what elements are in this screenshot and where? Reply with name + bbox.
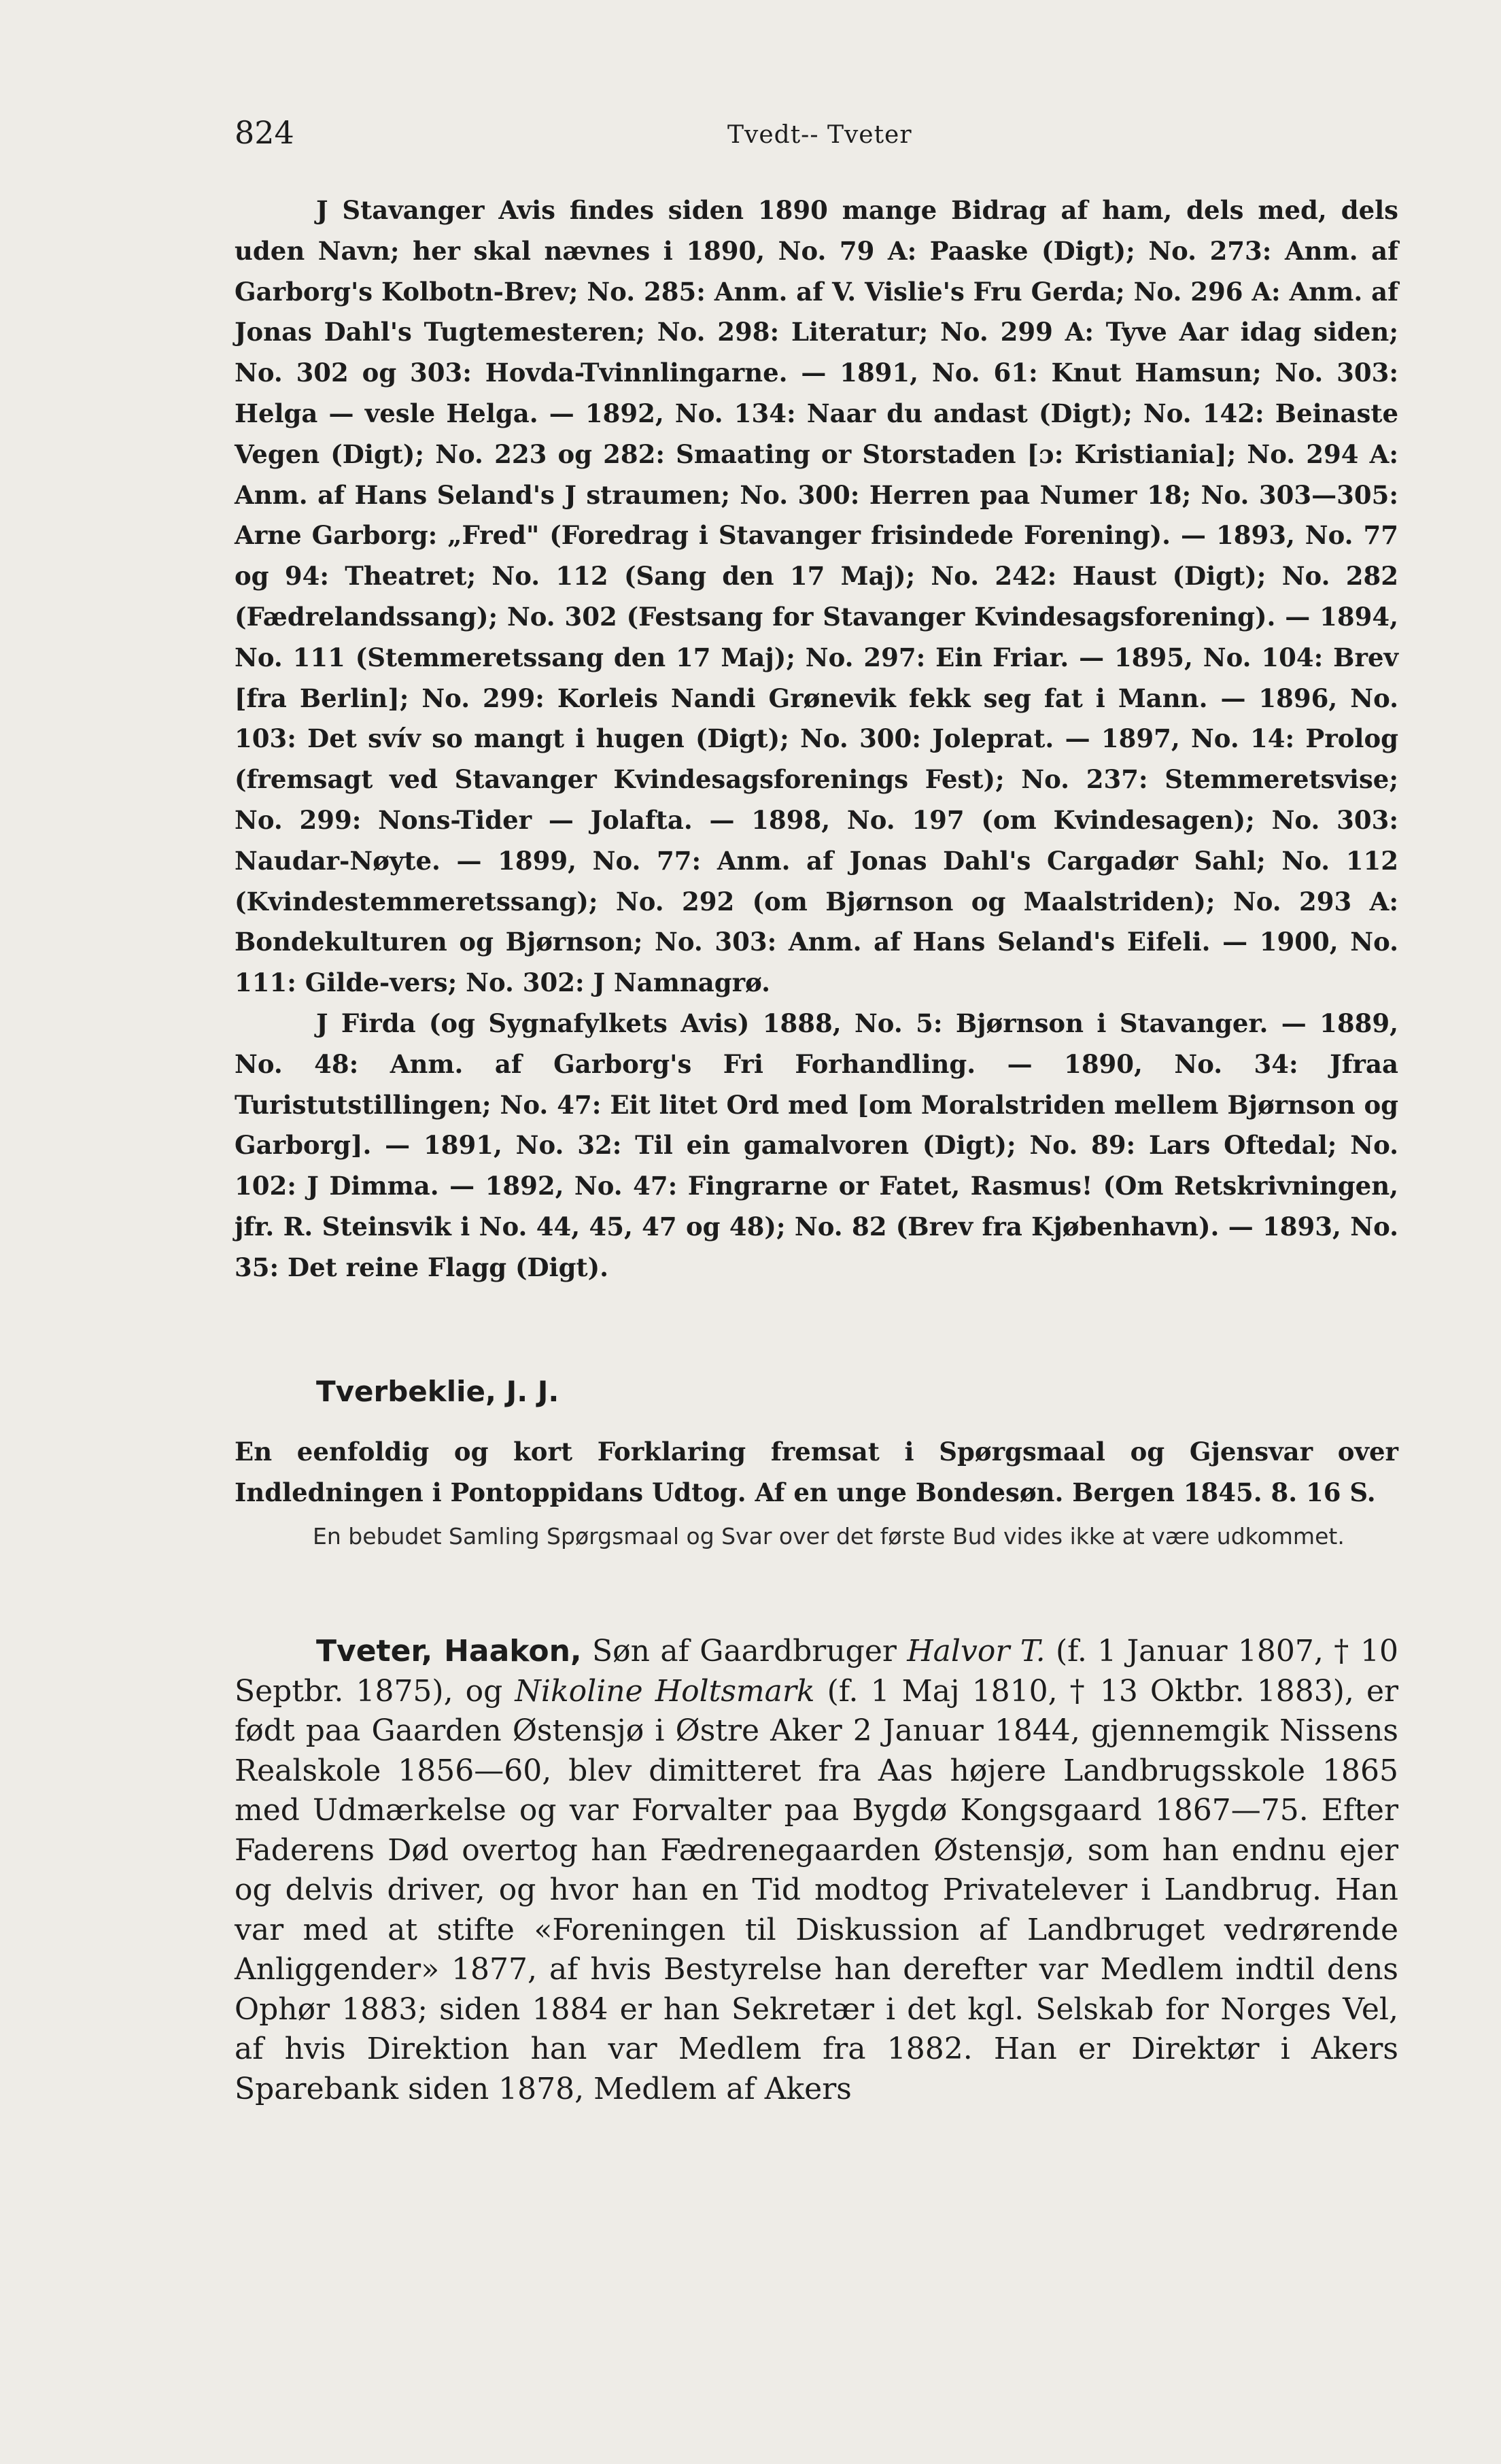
tveter-text-2: (f. 1 Januar 1807, † 10 Septbr. 1875), og: [235, 1634, 1399, 1709]
page-header: [235, 114, 1390, 162]
firda-paragraph: J Firda (og Sygnafylkets Avis) 1888, No. 5: Bjørnson i Stavanger. — 1889, No. 48: Anm. af Garborg's Fri Forhandling. — 1890, No. 34: Jfraa Turistutstillingen; No. 47: Eit litet Ord med [om Moralstriden mellem Bjørnson og Garborg]. — 1891, No. 32: Til ein gamalvoren (Digt); No. 89: Lars Oftedal; No. 102: J Dimma. — 1892, No. 47: Fingrarne or Fatet, Rasmus! (Om Retskrivningen, jfr. R. Steinsvik i No. 44, 45, 47 og 48); No. 82 (Brev fra Kjøbenhavn). — 1893, No. 35: Det reine Flagg (Digt).: [235, 1008, 1398, 1282]
tveter-biography: [235, 1632, 1398, 2109]
tverbeklie-book-entry: [235, 1431, 1398, 1513]
tveter-text-3: (f. 1 Maj 1810, † 13 Oktbr. 1883), er født paa Gaarden Østensjø i Østre Aker 2 Januar 1844, gjennemgik Nissens Realskole 1856—60, blev dimitteret fra Aas højere Landbrugsskole 1865 med Udmærkelse og var Forvalter paa Bygdø Kongsgaard 1867—75. Efter Faderens Død overtog han Fædrenegaarden Østensjø, som han endnu ejer og delvis driver, og hvor han en Tid modtog Privatelever i Landbrug. Han var med at stifte «Foreningen til Diskussion af Landbruget vedrørende Anliggender» 1877, af hvis Bestyrelse han derefter var Medlem indtil dens Ophør 1883; siden 1884 er han Sekretær i det kgl. Selskab for Norges Vel, af hvis Direktion han var Medlem fra 1882. Han er Direktør i Akers Sparebank siden 1878, Medlem af Akers: [235, 1673, 1399, 2106]
tverbeklie-note: [265, 1522, 1400, 1552]
tveter-text-1: Søn af Gaardbruger: [581, 1634, 908, 1669]
stavanger-avis-paragraph: J Stavanger Avis findes siden 1890 mange Bidrag af ham, dels med, dels uden Navn; her skal nævnes i 1890, No. 79 A: Paaske (Digt); No. 273: Anm. af Garborg's Kolbotn-Brev; No. 285: Anm. af V. Vislie's Fru Gerda; No. 296 A: Anm. af Jonas Dahl's Tugtemesteren; No. 298: Literatur; No. 299 A: Tyve Aar idag siden; No. 302 og 303: Hovda-Tvinnlingarne. — 1891, No. 61: Knut Hamsun; No. 303: Helga — vesle Helga. — 1892, No. 134: Naar du andast (Digt); No. 142: Beinaste Vegen (Digt); No. 223 og 282: Smaating or Storstaden [ɔ: Kristiania]; No. 294 A: Anm. af Hans Seland's J straumen; No. 300: Herren paa Numer 18; No. 303—305: Arne Garborg: „Fred" (Foredrag i Stavanger frisindede Forening). — 1893, No. 77 og 94: Theatret; No. 112 (Sang den 17 Maj); No. 242: Haust (Digt); No. 282 (Fædrelandssang); No. 302 (Festsang for Stavanger Kvindesagsforening). — 1894, No. 111 (Stemmeretssang den 17 Maj); No. 297: Ein Friar. — 1895, No. 104: Brev [fra Berlin]; No. 299: Korleis Nandi Grønevik fekk seg fat i Mann. — 1896, No. 103: Det svív so mangt i hugen (Digt); No. 300: Joleprat. — 1897, No. 14: Prolog (fremsagt ved Stavanger Kvindesagsforenings Fest); No. 237: Stemmeretsvise; No. 299: Nons-Tider — Jolafta. — 1898, No. 197 (om Kvindesagen); No. 303: Naudar-Nøyte. — 1899, No. 77: Anm. af Jonas Dahl's Cargadør Sahl; No. 112 (Kvindestemmeretssang); No. 292 (om Bjørnson og Maalstriden); No. 293 A: Bondekulturen og Bjørnson; No. 303: Anm. af Hans Seland's Eifeli. — 1900, No. 111: Gilde-vers; No. 302: J Namnagrø.: [235, 195, 1398, 998]
tveter-paragraph: [235, 1632, 1398, 2109]
entry-title-tveter: Tveter, Haakon,: [316, 1634, 582, 1669]
tveter-mother: Nikoline Holtsmark: [515, 1673, 815, 1709]
tverbeklie-book-title: En eenfoldig og kort Forklaring fremsat i Spørgsmaal og Gjensvar over Indledningen i Pontoppidans Udtog. Af en unge Bondesøn. Bergen 1845. 8. 16 S.: [235, 1437, 1398, 1507]
tveter-father: Halvor T.: [907, 1634, 1046, 1669]
entry-title-tverbeklie: Tverbeklie, J. J.: [316, 1375, 559, 1408]
page-number: 824: [235, 114, 294, 151]
running-head: Tvedt-- Tveter: [727, 121, 912, 149]
bibliography-stavanger-firda: [235, 190, 1398, 1288]
tverbeklie-note-text: En bebudet Samling Spørgsmaal og Svar over det første Bud vides ikke at være udkommet.: [313, 1523, 1345, 1550]
